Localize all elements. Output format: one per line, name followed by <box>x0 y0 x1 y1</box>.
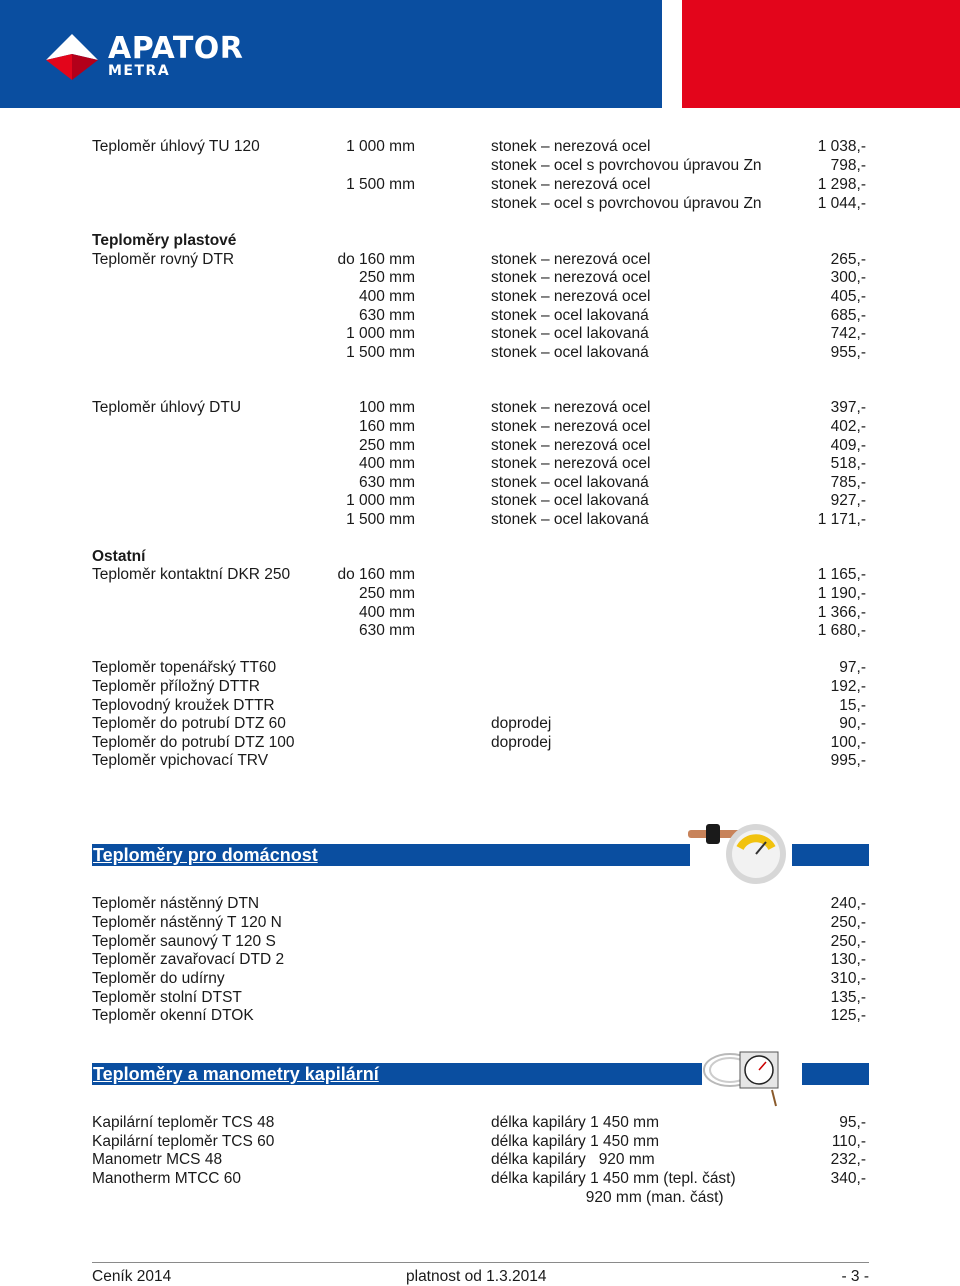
product-name: Teploměr úhlový DTU <box>92 399 242 416</box>
table-row <box>0 1006 960 1025</box>
table-row <box>0 714 960 733</box>
price: 785,- <box>830 474 866 491</box>
logo-name: APATOR <box>108 31 244 66</box>
description: stonek – ocel lakovaná <box>491 511 649 528</box>
product-name: Teploměr saunový T 120 S <box>92 933 276 950</box>
length: 400 mm <box>359 604 415 621</box>
length: 250 mm <box>359 269 415 286</box>
price: 265,- <box>830 251 866 268</box>
length: 630 mm <box>359 307 415 324</box>
length: 1 000 mm <box>346 492 415 509</box>
length: 250 mm <box>359 437 415 454</box>
table-row <box>0 932 960 951</box>
product-name: Teploměr do udírny <box>92 970 225 987</box>
table-row <box>0 603 960 622</box>
description: doprodej <box>491 734 552 751</box>
footer-divider <box>92 1262 869 1263</box>
length: 1 000 mm <box>346 325 415 342</box>
price: 955,- <box>830 344 866 361</box>
price: 250,- <box>830 914 866 931</box>
length: 1 000 mm <box>346 138 415 155</box>
price: 192,- <box>830 678 866 695</box>
description: stonek – ocel lakovaná <box>491 344 649 361</box>
table-row <box>0 194 960 213</box>
table-row <box>0 137 960 156</box>
price: 15,- <box>839 697 866 714</box>
table-row <box>0 156 960 175</box>
product-name: Teploměr do potrubí DTZ 100 <box>92 734 295 751</box>
price: 927,- <box>830 492 866 509</box>
footer-validity: platnost od 1.3.2014 <box>406 1268 547 1285</box>
table-row <box>0 969 960 988</box>
price: 1 038,- <box>817 138 866 155</box>
table-row <box>0 677 960 696</box>
table-row <box>0 287 960 306</box>
product-name: Manometr MCS 48 <box>92 1151 223 1168</box>
product-name: Teploměr do potrubí DTZ 60 <box>92 715 286 732</box>
price: 110,- <box>831 1133 866 1150</box>
description: stonek – nerezová ocel <box>491 176 651 193</box>
product-name: Teploměr úhlový TU 120 <box>92 138 260 155</box>
description: délka kapiláry 1 450 mm (tepl. část) <box>491 1170 736 1187</box>
table-row <box>0 231 960 250</box>
price: 125,- <box>830 1007 866 1024</box>
price: 402,- <box>830 418 866 435</box>
table-row <box>0 584 960 603</box>
capillary-gauge-icon <box>700 1040 804 1110</box>
header-bar-right <box>682 0 960 108</box>
table-row <box>0 950 960 969</box>
description: stonek – ocel s povrchovou úpravou Zn <box>491 157 762 174</box>
price: 685,- <box>830 307 866 324</box>
table-row <box>0 268 960 287</box>
description: stonek – ocel lakovaná <box>491 325 649 342</box>
banner-fill-right <box>802 1063 869 1085</box>
price: 340,- <box>830 1170 866 1187</box>
product-name: Teploměr okenní DTOK <box>92 1007 254 1024</box>
description: stonek – nerezová ocel <box>491 399 651 416</box>
table-row <box>0 343 960 362</box>
product-name: Teploměr nástěnný T 120 N <box>92 914 282 931</box>
description: stonek – ocel s povrchovou úpravou Zn <box>491 195 762 212</box>
description: stonek – nerezová ocel <box>491 288 651 305</box>
section-title-home: Teploměry pro domácnost <box>93 845 318 865</box>
table-row <box>0 894 960 913</box>
page-footer <box>92 1267 869 1286</box>
price: 1 680,- <box>817 622 866 639</box>
product-name: Teploměr topenářský TT60 <box>92 659 277 676</box>
table-row <box>0 988 960 1007</box>
product-name: Kapilární teploměr TCS 60 <box>92 1133 275 1150</box>
company-logo <box>46 31 286 80</box>
length: do 160 mm <box>337 566 415 583</box>
product-name: Teploměr kontaktní DKR 250 <box>92 566 291 583</box>
table-row <box>0 436 960 455</box>
product-name: Ostatní <box>92 548 146 565</box>
length: 630 mm <box>359 474 415 491</box>
table-row <box>0 306 960 325</box>
price: 798,- <box>830 157 866 174</box>
length: 1 500 mm <box>346 511 415 528</box>
description: délka kapiláry 1 450 mm <box>491 1133 659 1150</box>
table-row <box>0 473 960 492</box>
price: 90,- <box>839 715 866 732</box>
dial-thermometer-icon <box>688 818 798 888</box>
length: 250 mm <box>359 585 415 602</box>
table-row <box>0 1113 960 1132</box>
footer-pricelist: Ceník 2014 <box>92 1268 172 1285</box>
price: 1 044,- <box>817 195 866 212</box>
product-name: Teploměry plastové <box>92 232 237 249</box>
table-row <box>0 398 960 417</box>
footer-page-number: - 3 - <box>841 1268 869 1285</box>
price: 409,- <box>830 437 866 454</box>
product-name: Manotherm MTCC 60 <box>92 1170 242 1187</box>
table-row <box>0 1132 960 1151</box>
length: 630 mm <box>359 622 415 639</box>
price: 130,- <box>830 951 866 968</box>
price: 100,- <box>830 734 866 751</box>
description: stonek – ocel lakovaná <box>491 474 649 491</box>
product-name: Teploměr nástěnný DTN <box>92 895 260 912</box>
description: stonek – ocel lakovaná <box>491 307 649 324</box>
table-row <box>0 658 960 677</box>
length: do 160 mm <box>337 251 415 268</box>
price: 240,- <box>830 895 866 912</box>
price: 995,- <box>830 752 866 769</box>
table-row <box>0 510 960 529</box>
table-row <box>0 417 960 436</box>
price: 250,- <box>830 933 866 950</box>
table-row <box>0 1188 960 1207</box>
table-row <box>0 1169 960 1188</box>
description: doprodej <box>491 715 552 732</box>
table-row <box>0 547 960 566</box>
table-row <box>0 1150 960 1169</box>
product-name: Kapilární teploměr TCS 48 <box>92 1114 275 1131</box>
table-row <box>0 250 960 269</box>
description: stonek – nerezová ocel <box>491 269 651 286</box>
table-row <box>0 621 960 640</box>
section-title-capillary: Teploměry a manometry kapilární <box>93 1064 379 1084</box>
product-name: Teploměr rovný DTR <box>92 251 235 268</box>
logo-mark-icon <box>46 34 98 80</box>
description: délka kapiláry 920 mm <box>491 1151 655 1168</box>
product-name: Teploměr zavařovací DTD 2 <box>92 951 285 968</box>
price: 300,- <box>830 269 866 286</box>
price: 405,- <box>830 288 866 305</box>
table-row <box>0 733 960 752</box>
length: 1 500 mm <box>346 344 415 361</box>
price: 1 298,- <box>817 176 866 193</box>
table-row <box>0 324 960 343</box>
price: 1 366,- <box>817 604 866 621</box>
description: stonek – nerezová ocel <box>491 251 651 268</box>
table-row <box>0 696 960 715</box>
table-row <box>0 491 960 510</box>
description: stonek – ocel lakovaná <box>491 492 649 509</box>
price: 1 171,- <box>817 511 866 528</box>
product-name: Teplovodný kroužek DTTR <box>92 697 275 714</box>
description: 920 mm (man. část) <box>491 1189 724 1206</box>
description: stonek – nerezová ocel <box>491 437 651 454</box>
length: 400 mm <box>359 288 415 305</box>
description: stonek – nerezová ocel <box>491 418 651 435</box>
length: 1 500 mm <box>346 176 415 193</box>
description: stonek – nerezová ocel <box>491 138 651 155</box>
price: 1 165,- <box>817 566 866 583</box>
price: 135,- <box>830 989 866 1006</box>
price: 97,- <box>839 659 866 676</box>
price: 232,- <box>830 1151 866 1168</box>
table-row <box>0 565 960 584</box>
product-name: Teploměr stolní DTST <box>92 989 242 1006</box>
table-row <box>0 454 960 473</box>
length: 160 mm <box>359 418 415 435</box>
price: 1 190,- <box>817 585 866 602</box>
logo-subname: METRA <box>108 63 171 79</box>
table-row <box>0 175 960 194</box>
price: 310,- <box>830 970 866 987</box>
product-name: Teploměr vpichovací TRV <box>92 752 269 769</box>
product-name: Teploměr příložný DTTR <box>92 678 260 695</box>
price: 518,- <box>830 455 866 472</box>
price: 742,- <box>830 325 866 342</box>
price: 397,- <box>830 399 866 416</box>
length: 100 mm <box>359 399 415 416</box>
banner-fill-right <box>792 844 869 866</box>
table-row <box>0 751 960 770</box>
price: 95,- <box>839 1114 866 1131</box>
description: stonek – nerezová ocel <box>491 455 651 472</box>
description: délka kapiláry 1 450 mm <box>491 1114 659 1131</box>
table-row <box>0 913 960 932</box>
length: 400 mm <box>359 455 415 472</box>
